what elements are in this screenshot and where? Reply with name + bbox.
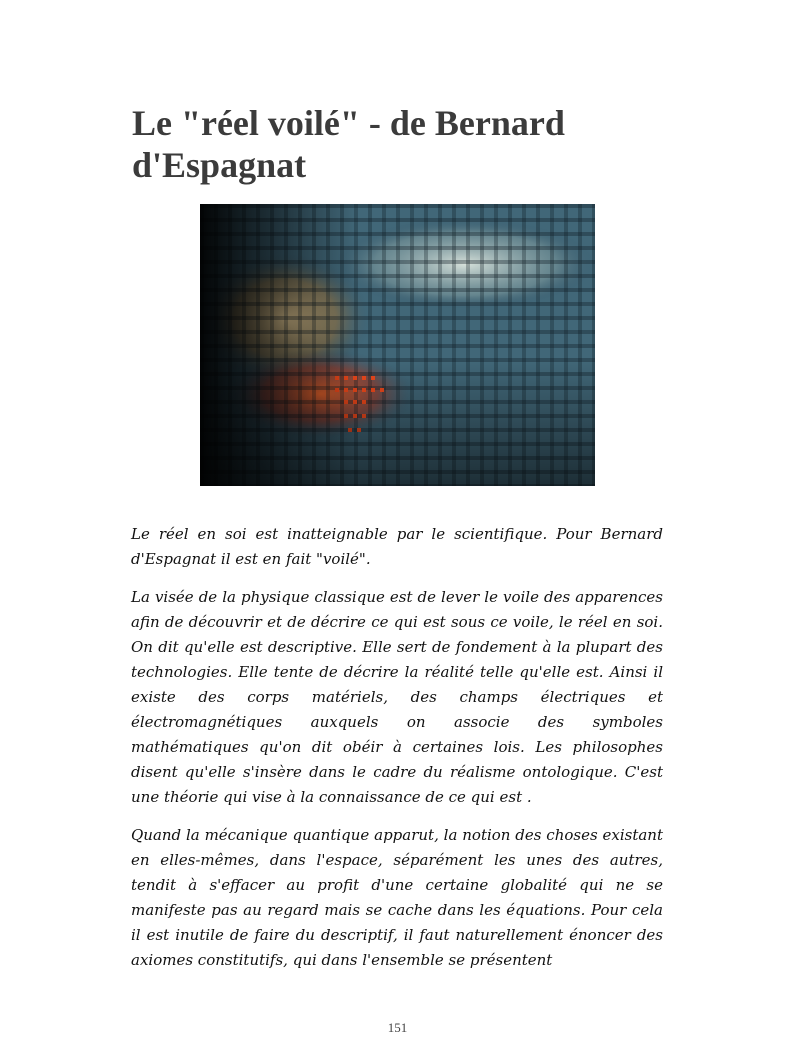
paragraph-3: Quand la mécanique quantique apparut, la notion des choses existant en elles-mêmes, dans l'espace, séparément les unes des autres, tendit à s'effacer au profit d'une certaine globalité qui ne se manifeste pas au regard mais se cache dans les équations. Pour cela il est inutile de faire du descriptif, il faut naturellement énoncer des axiomes constitutifs, qui dans l'ensemble se présentent (131, 826, 663, 969)
page-title: Le "réel voilé" - de Bernard d'Espagnat (132, 103, 565, 185)
paragraph-1: Le réel en soi est inatteignable par le scientifique. Pour Bernard d'Espagnat il est en fait "voilé". (131, 525, 663, 568)
page-number: 151 (387, 1020, 408, 1035)
article-body (131, 522, 663, 986)
veiled-reality-image (200, 204, 595, 486)
paragraph-2: La visée de la physique classique est de lever le voile des apparences afin de découvrir et de décrire ce qui est sous ce voile, le réel en soi. On dit qu'elle est descriptive. Elle sert de fondement à la plupart des technologies. Elle tente de décrire la réalité telle qu'elle est. Ainsi il existe des corps matériels, des champs électriques et électromagnétiques auxquels on associe des symboles mathématiques qu'on dit obéir à certaines lois. Les philosophes disent qu'elle s'insère dans le cadre du réalisme ontologique. C'est une théorie qui vise à la connaissance de ce qui est . (131, 588, 663, 806)
